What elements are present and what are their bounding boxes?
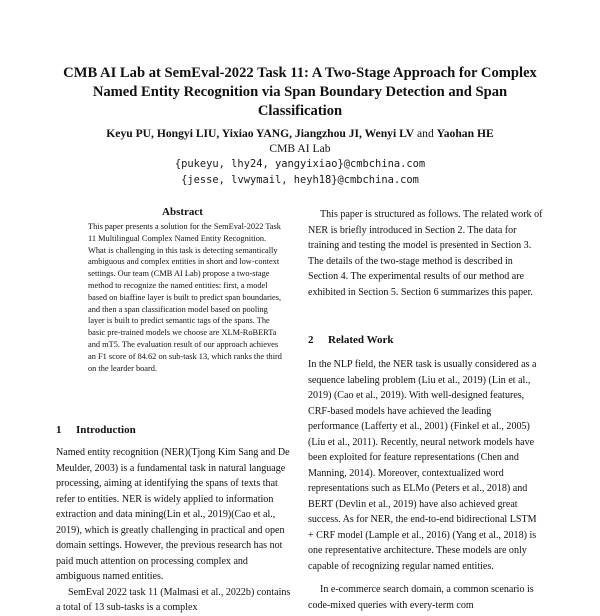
section-number: 1 [56, 424, 62, 436]
author-conjunction: and [417, 127, 434, 140]
structure-body [308, 207, 543, 300]
section-title: Introduction [76, 424, 136, 436]
related-work-body [308, 357, 544, 613]
author-names: Keyu PU, Hongyi LIU, Yixiao YANG, Jiangzhou JI, Wenyi LV [106, 127, 415, 140]
email-line-2[interactable]: {jesse, lvwymail, heyh18}@cmbchina.com [181, 174, 419, 186]
paper-title: CMB AI Lab at SemEval-2022 Task 11: A Two-Stage Approach for Complex Named Entity Recognition via Span Boundary Detection and Span Classification [63, 65, 537, 119]
abstract-text: This paper presents a solution for the SemEval-2022 Task 11 Multilingual Complex Named Entity Recognition. What is challenging in this task is detecting semantically ambiguous and complex entities in short and low-context settings. Our team (CMB AI Lab) propose a two-stage method to recognize the named entities: first, a model based on biaffine layer is built to predict span boundaries, and then a span classification model based on pooling layer is built to predict semantic tags of the spans. The basic pre-trained models we choose are XLM-RoBERTa and mT5. The evaluation result of our approach achieves an F1 score of 84.62 on sub-task 13, which ranks the third on the learder board. [88, 222, 282, 373]
related-work-heading [308, 333, 394, 347]
abstract-body [88, 221, 283, 374]
introduction-body [56, 445, 292, 616]
introduction-heading [56, 423, 136, 437]
structure-paragraph: This paper is structured as follows. The related work of NER is briefly introduced in Section 2. The data for training and testing the model is presented in Section 3. The details of the two-stage method is described in Section 4. The experimental results of our method are exhibited in Section 5. Section 6 summarizes this paper. [308, 209, 543, 298]
section-title: Related Work [328, 334, 394, 346]
author-list [40, 126, 560, 142]
related-work-paragraph-2: In e-commerce search domain, a common scenario is code-mixed queries with every-term com [308, 584, 534, 611]
affiliation: CMB AI Lab [269, 142, 331, 155]
related-work-paragraph-1: In the NLP field, the NER task is usually considered as a sequence labeling problem (Liu et al., 2019) (Lin et al., 2019) (Cao et al., 2019). With well-designed features, CRF-based models have achieved the leading performance (Lafferty et al., 2001) (Finkel et al., 2005) (Liu et al., 2011). Recently, neural network models have been exploited for feature representations (Chen and Manning, 2014). Moreover, contextualized word representations such as ELMo (Peters et al., 2018) and BERT (Devlin et al., 2019) have also achieved great success. As for NER, the end-to-end bidirectional LSTM + CRF model (Lample et al., 2016) (Yang et al., 2018) is one representative architecture. These models are only capable of recognizing regular named entities. [308, 359, 537, 572]
email-line-1[interactable]: {pukeyu, lhy24, yangyixiao}@cmbchina.com [174, 158, 426, 170]
author-last: Yaohan HE [436, 127, 494, 140]
abstract-heading: Abstract [162, 206, 203, 218]
section-number: 2 [308, 334, 314, 346]
introduction-paragraph-2: SemEval 2022 task 11 (Malmasi et al., 2022b) contains a total of 13 sub-tasks is a complex [56, 586, 291, 613]
introduction-paragraph-1: Named entity recognition (NER)(Tjong Kim Sang and De Meulder, 2003) is a fundamental task in natural language processing, aiming at identifying the spans of texts that refer to entities. NER is widely applied to information extraction and data mining(Lin et al., 2019)(Cao et al., 2019), which is greatly challenging in practical and open domain settings. However, the previous research has not paid much attention on processing complex and ambiguous named entities. [56, 447, 290, 582]
